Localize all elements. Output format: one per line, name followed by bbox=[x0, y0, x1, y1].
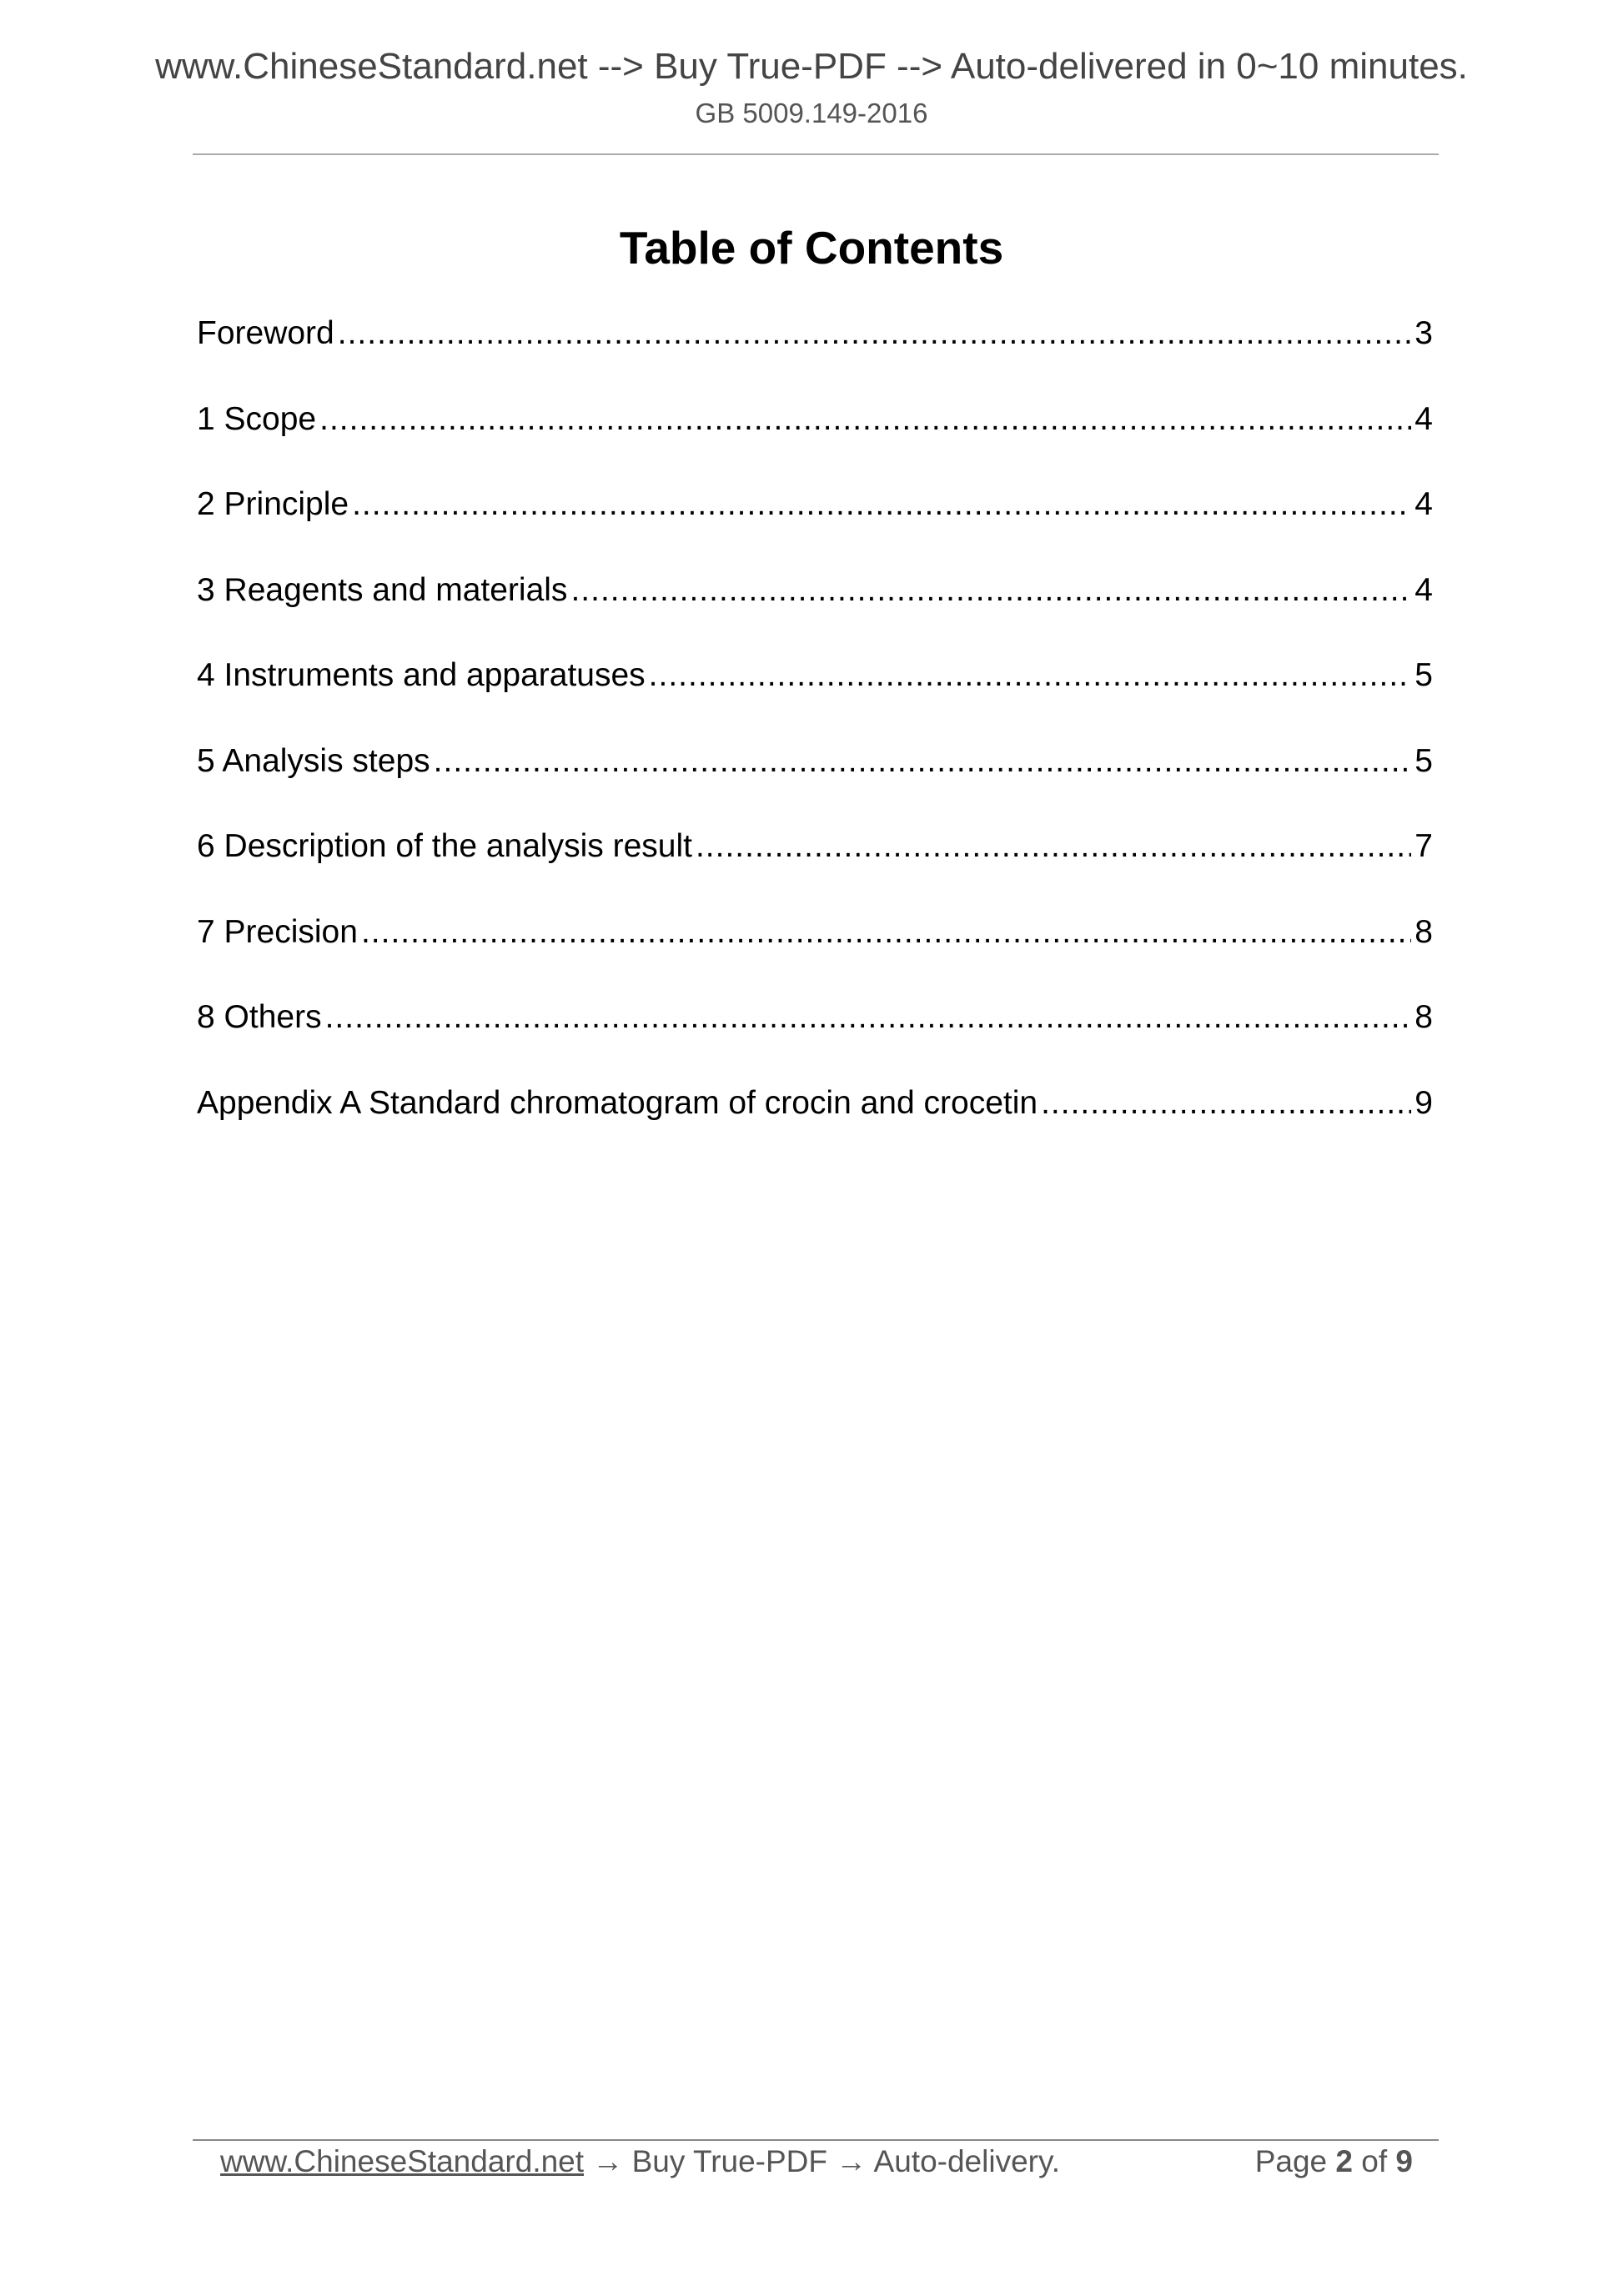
page-number bbox=[1255, 2141, 1413, 2183]
dot-leader bbox=[352, 481, 1411, 528]
dot-leader bbox=[319, 396, 1411, 443]
dot-leader bbox=[434, 738, 1412, 785]
toc-entry-page: 4 bbox=[1414, 400, 1433, 437]
toc-entry-principle[interactable] bbox=[197, 481, 1433, 567]
toc-entry-page: 8 bbox=[1414, 999, 1433, 1035]
toc-entry-analysis-result[interactable] bbox=[197, 823, 1433, 909]
arrow-right-icon: → bbox=[836, 2144, 867, 2178]
toc-entry-label: 4 Instruments and apparatuses bbox=[197, 657, 646, 693]
dot-leader bbox=[338, 310, 1412, 357]
toc-entry-label: 2 Principle bbox=[197, 486, 349, 522]
header-divider bbox=[193, 153, 1439, 155]
dot-leader bbox=[1041, 1080, 1411, 1127]
toc-entry-label: 5 Analysis steps bbox=[197, 742, 430, 779]
dot-leader bbox=[361, 909, 1411, 956]
toc-entry-scope[interactable] bbox=[197, 396, 1433, 482]
toc-entry-label: Foreword bbox=[197, 315, 334, 351]
toc-entry-label: 8 Others bbox=[197, 999, 322, 1035]
dot-leader bbox=[325, 994, 1412, 1041]
toc-entry-page: 9 bbox=[1414, 1084, 1433, 1121]
toc-entry-label: 6 Description of the analysis result bbox=[197, 828, 692, 864]
page-word: Page bbox=[1254, 2144, 1328, 2178]
toc-entry-reagents[interactable] bbox=[197, 567, 1433, 653]
toc-entry-page: 5 bbox=[1414, 657, 1433, 693]
toc-entry-page: 4 bbox=[1414, 486, 1433, 522]
current-page: 2 bbox=[1335, 2144, 1353, 2178]
toc-entry-label: 3 Reagents and materials bbox=[197, 571, 568, 608]
toc-entry-page: 4 bbox=[1414, 571, 1433, 608]
toc-entry-analysis-steps[interactable] bbox=[197, 738, 1433, 824]
toc-title: Table of Contents bbox=[619, 222, 1004, 274]
toc-entry-page: 5 bbox=[1414, 742, 1433, 779]
toc-entry-page: 8 bbox=[1414, 913, 1433, 950]
dot-leader bbox=[649, 652, 1412, 699]
document-id: GB 5009.149-2016 bbox=[695, 98, 928, 128]
toc-entry-page: 7 bbox=[1414, 828, 1433, 864]
toc-list bbox=[197, 310, 1433, 1165]
page-footer bbox=[220, 2141, 1413, 2183]
toc-entry-page: 3 bbox=[1414, 315, 1433, 351]
footer-promo bbox=[220, 2141, 1060, 2183]
toc-entry-precision[interactable] bbox=[197, 909, 1433, 995]
toc-entry-label: 1 Scope bbox=[197, 400, 317, 437]
toc-entry-label: Appendix A Standard chromatogram of crocin and crocetin bbox=[197, 1084, 1038, 1121]
arrow-right-icon: → bbox=[592, 2144, 624, 2178]
total-pages: 9 bbox=[1395, 2144, 1413, 2178]
footer-site-link[interactable]: www.ChineseStandard.net bbox=[220, 2144, 585, 2178]
toc-entry-label: 7 Precision bbox=[197, 913, 358, 950]
footer-buy-text: Buy True-PDF bbox=[631, 2144, 828, 2178]
toc-entry-others[interactable] bbox=[197, 994, 1433, 1080]
footer-delivery-text: Auto-delivery. bbox=[873, 2144, 1061, 2178]
dot-leader bbox=[570, 567, 1411, 614]
toc-entry-foreword[interactable] bbox=[197, 310, 1433, 396]
header-banner: www.ChineseStandard.net --> Buy True-PDF --> Auto-delivered in 0~10 minutes. bbox=[155, 46, 1468, 87]
toc-entry-instruments[interactable] bbox=[197, 652, 1433, 738]
toc-entry-appendix-a[interactable] bbox=[197, 1080, 1433, 1166]
dot-leader bbox=[696, 823, 1411, 870]
of-word: of bbox=[1361, 2144, 1388, 2178]
